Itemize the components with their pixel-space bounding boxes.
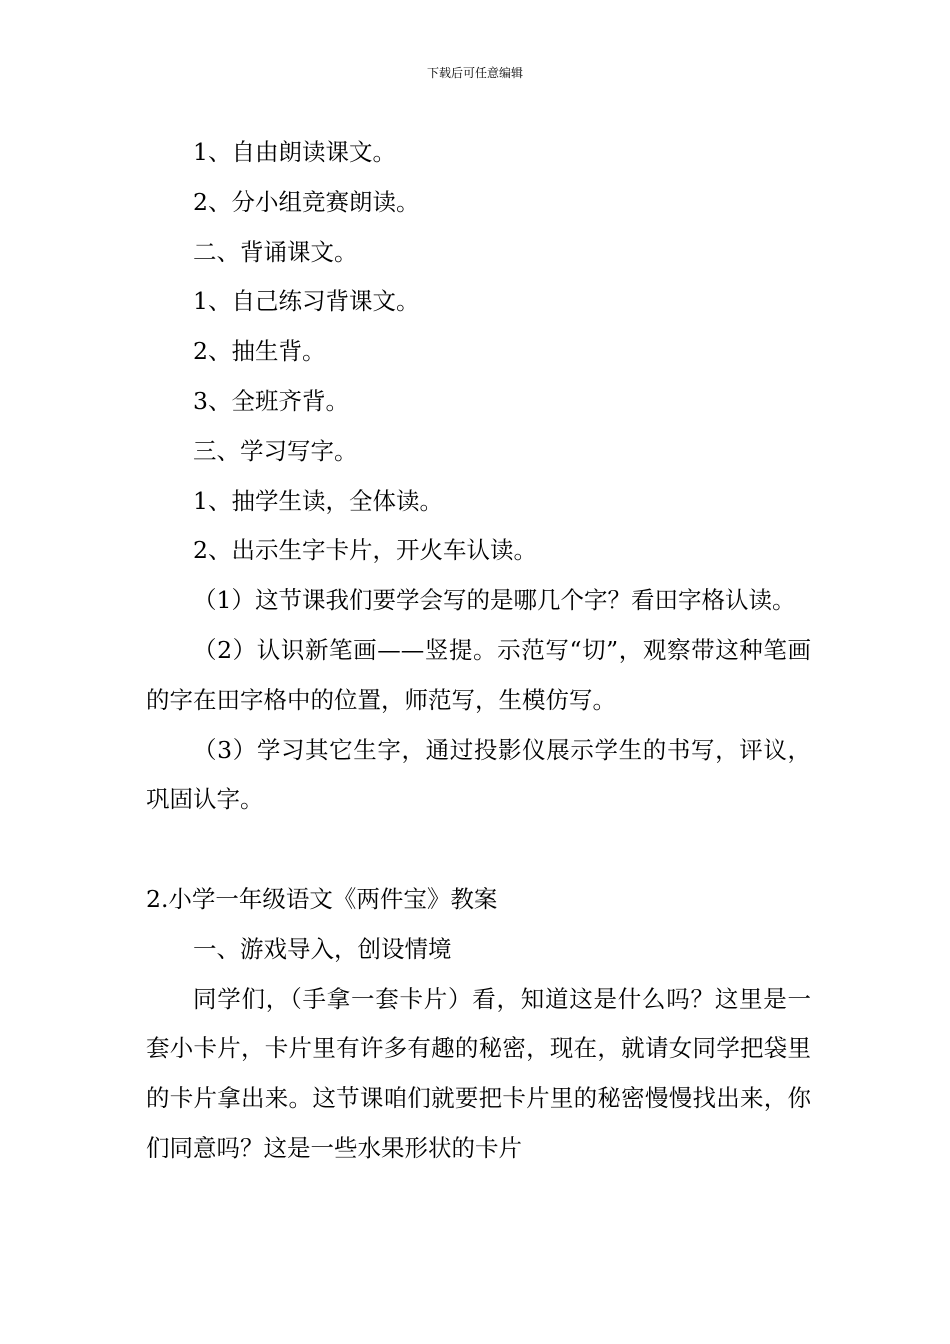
paragraph: 1、抽学生读，全体读。 bbox=[193, 486, 443, 515]
section-heading: 一、游戏导入，创设情境 bbox=[193, 934, 452, 963]
paragraph: 1、自由朗读课文。 bbox=[193, 138, 396, 166]
section-heading: 二、背诵课文。 bbox=[193, 237, 358, 266]
blank-line bbox=[146, 825, 811, 875]
document-body bbox=[146, 128, 811, 1174]
paragraph: （3）学习其它生字，通过投影仪展示学生的书写，评议，巩固认字。 bbox=[146, 735, 811, 814]
paragraph: 同学们，（手拿一套卡片）看，知道这是什么吗？这里是一套小卡片，卡片里有许多有趣的秘密，现在，就请女同学把袋里的卡片拿出来。这节课咱们就要把卡片里的秘密慢慢找出来，你们同意吗？这是一些水果形状的卡片 bbox=[146, 984, 811, 1162]
page-header-note: 下载后可任意编辑 bbox=[426, 66, 523, 80]
paragraph: 2、分小组竞赛朗读。 bbox=[193, 187, 420, 216]
paragraph: （2）认识新笔画——竖提。示范写“切”，观察带这种笔画的字在田字格中的位置，师范写，生模仿写。 bbox=[146, 635, 811, 714]
paragraph: 1、自己练习背课文。 bbox=[193, 287, 420, 316]
paragraph: 2、抽生背。 bbox=[193, 337, 326, 366]
paragraph: 2、出示生字卡片，开火车认读。 bbox=[193, 536, 537, 565]
section-heading: 三、学习写字。 bbox=[193, 436, 358, 465]
paragraph: （1）这节课我们要学会写的是哪几个字？看田字格认读。 bbox=[193, 586, 796, 615]
document-title: 2.小学一年级语文《两件宝》教案 bbox=[146, 884, 498, 913]
paragraph: 3、全班齐背。 bbox=[193, 386, 349, 415]
